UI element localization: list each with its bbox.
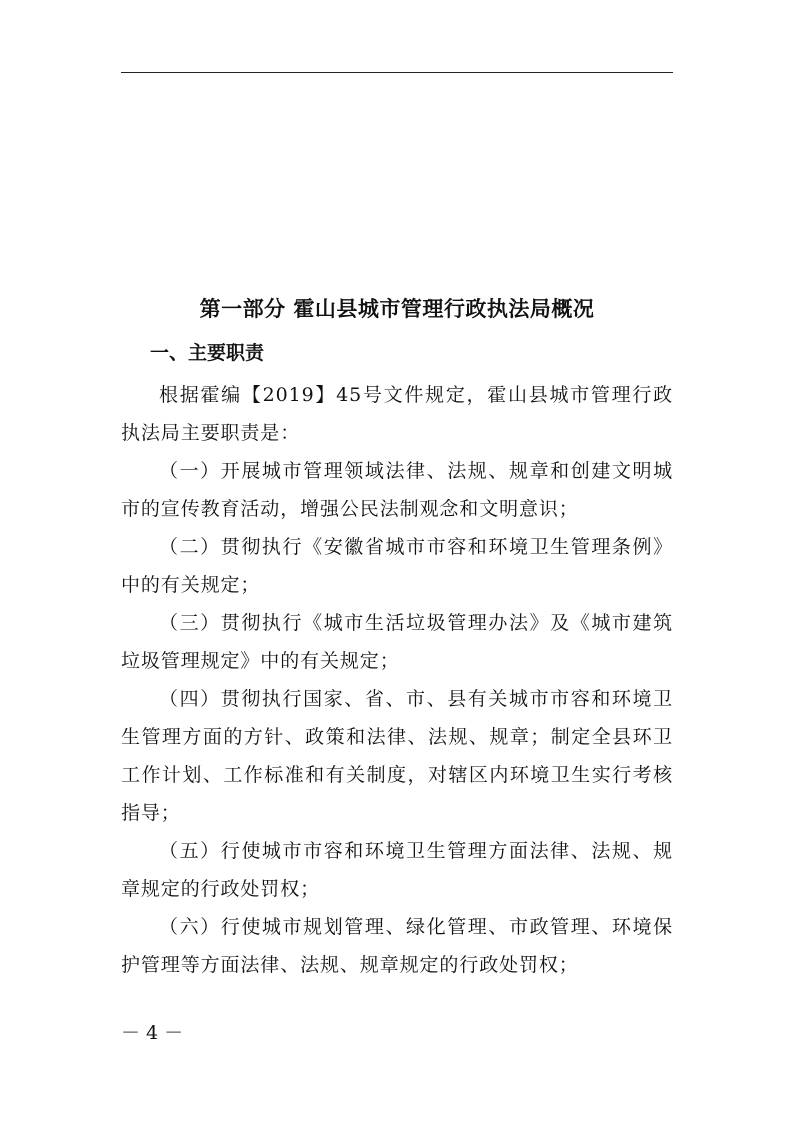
paragraph-item-4: （四）贯彻执行国家、省、市、县有关城市市容和环境卫生管理方面的方针、政策和法律、法规、规章；制定全县环卫工作计划、工作标准和有关制度，对辖区内环境卫生实行考核指导； [121, 688, 673, 824]
paragraph-item-2: （二）贯彻执行《安徽省城市市容和环境卫生管理条例》中的有关规定； [121, 536, 673, 596]
paragraph-item-1: （一）开展城市管理领域法律、法规、规章和创建文明城市的宣传教育活动，增强公民法制观念和文明意识； [121, 460, 673, 520]
page-title: 第一部分 霍山县城市管理行政执法局概况 [199, 297, 595, 321]
page-number: － 4 － [121, 1022, 184, 1044]
section-heading: 一、主要职责 [150, 342, 265, 364]
paragraph-intro: 根据霍编【2019】45号文件规定，霍山县城市管理行政执法局主要职责是： [121, 384, 673, 444]
paragraph-item-3: （三）贯彻执行《城市生活垃圾管理办法》及《城市建筑垃圾管理规定》中的有关规定； [121, 612, 673, 672]
document-body [121, 376, 673, 984]
paragraph-item-6: （六）行使城市规划管理、绿化管理、市政管理、环境保护管理等方面法律、法规、规章规定的行政处罚权； [121, 916, 673, 976]
header-rule [121, 72, 673, 73]
paragraph-item-5: （五）行使城市市容和环境卫生管理方面法律、法规、规章规定的行政处罚权； [121, 840, 673, 900]
